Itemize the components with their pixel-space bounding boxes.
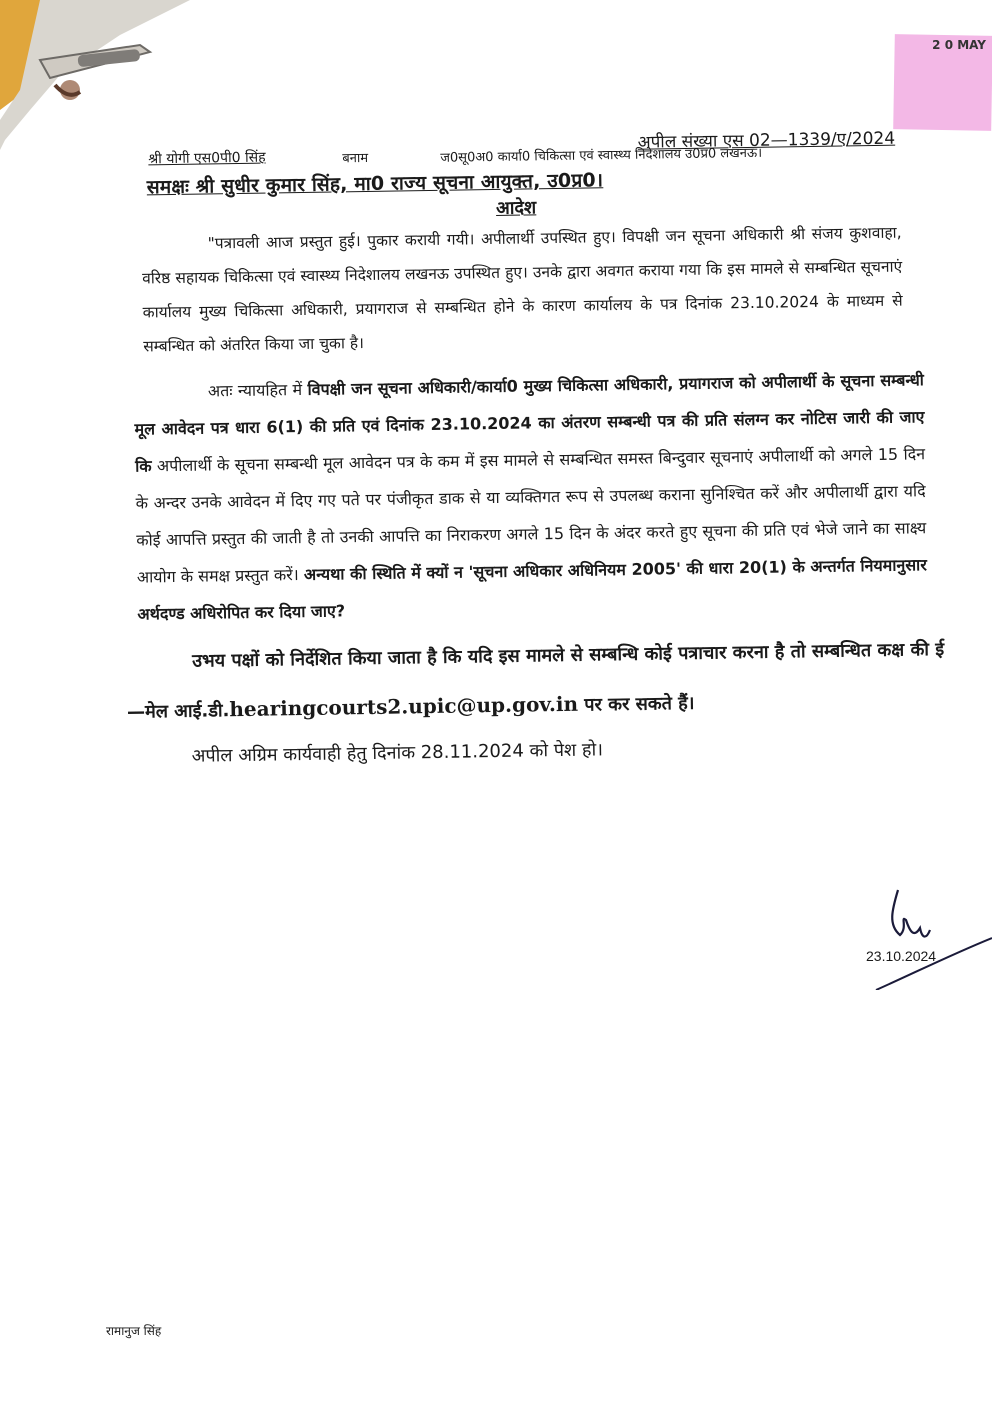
signature-date: 23.10.2024	[866, 948, 937, 964]
correspondence-tail: पर कर सकते हैं।	[584, 692, 695, 716]
directions-intro: अतः न्यायहित में	[207, 380, 303, 401]
sticky-note-text: 2 0 MAY	[932, 38, 986, 52]
case-header	[110, 127, 940, 166]
appeal-number: अपील संख्या एस 02—1339/ए/2024	[637, 128, 896, 153]
directions-penalty: अन्यथा की स्थिति में क्यों न 'सूचना अधिकार अधिनियम 2005' की धारा 20(1) के अन्तर्गत नियमानुसार अर्थदण्ड अधिरोपित कर दिया जाए?	[137, 555, 927, 624]
paragraph-directions	[134, 361, 928, 632]
correspondence-text: उभय पक्षों को निर्देशित किया जाता है कि यदि इस मामले से सम्बन्धि कोई पत्राचार करना है तो सम्बन्धित कक्ष की ई—मेल आई.डी.	[126, 638, 945, 723]
signature-mark	[870, 880, 992, 990]
paragraph-proceedings	[141, 216, 903, 364]
versus-label: बनाम	[342, 150, 369, 167]
order-body	[110, 127, 950, 769]
order-title: आदेश	[495, 197, 537, 219]
respondent-name: ज0सू0अ0 कार्या0 चिकित्सा एवं स्वास्थ्य निदेशालय उ0प्र0 लखनऊ।	[440, 145, 763, 166]
footer-name: रामानुज सिंह	[106, 1324, 162, 1338]
directions-body: अपीलार्थी के सूचना सम्बन्धी मूल आवेदन पत्र के कम में इस मामले से सम्बन्धित समस्त बिन्दुवार सूचनाएं अपीलार्थी को अगले 15 दिन के अन्दर उनके आवेदन में दिए गए पते पर पंजीकृत डाक से या व्यक्तिगत रूप से उपलब्ध कराना सुनिश्चित करें और अपीलार्थी द्वारा यदि कोई आपत्ति प्रस्तुत की जाती है तो उनकी आपत्ति का निराकरण अगले 15 दिन के अंदर करते हुए सूचना की प्रति एवं भेजे जाने का साक्ष्य आयोग के समक्ष प्रस्तुत करें।	[135, 444, 927, 587]
directions-notice: विपक्षी जन सूचना अधिकारी/कार्या0 मुख्य चिकित्सा अधिकारी, प्रयागराज को अपीलार्थी के सूचना सम्बन्धी मूल आवेदन पत्र धारा 6(1) की प्रति एवं दिनांक 23.10.2024 का अंतरण सम्बन्धी पत्र की प्रति संलग्न कर नोटिस जारी की जाए कि	[134, 370, 925, 476]
paragraph-proceedings-text: "पत्रावली आज प्रस्तुत हुई। पुकार करायी गयी। अपीलार्थी उपस्थित हुए। विपक्षी जन सूचना अधिकारी श्री संजय कुशवाहा, वरिष्ठ सहायक चिकित्सा एवं स्वास्थ्य निदेशालय लखनऊ उपस्थित हुए। उनके द्वारा अवगत कराया गया कि इस मामले से सम्बन्धित सूचनाएं कार्यालय मुख्य चिकित्सा अधिकारी, प्रयागराज से सम्बन्धित होने के कारण कार्यालय के पत्र दिनांक 23.10.2024 के माध्यम से सम्बन्धित को अंतरित किया जा चुका है।	[142, 223, 903, 356]
next-hearing-line: अपील अग्रिम कार्यवाही हेतु दिनांक 28.11.2024 को पेश हो।	[191, 739, 604, 767]
pen-photo-corner	[0, 0, 190, 150]
paragraph-correspondence	[126, 626, 945, 737]
email-address: hearingcourts2.upic@up.gov.in	[229, 691, 579, 722]
bench-line: समक्षः श्री सुधीर कुमार सिंह, मा0 राज्य सूचना आयुक्त, उ0प्र0।	[146, 169, 604, 199]
appellant-name: श्री योगी एस0पी0 सिंह	[148, 149, 266, 168]
